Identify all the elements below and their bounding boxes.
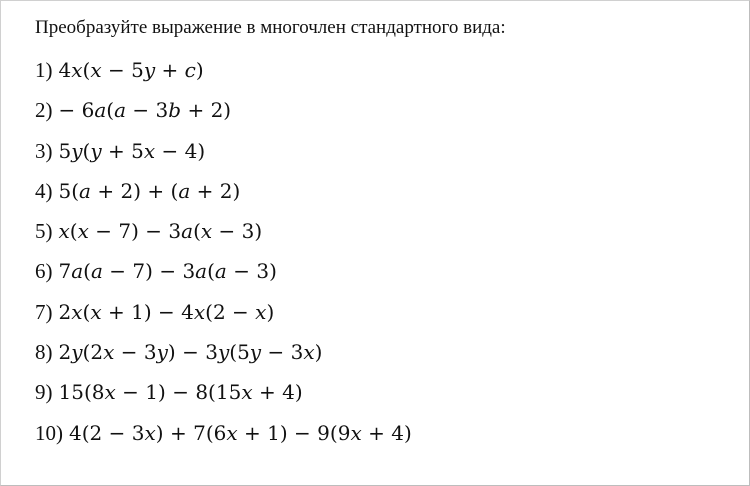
exercise-item bbox=[35, 295, 412, 335]
exercise-list bbox=[35, 53, 412, 456]
exercise-number: 8) bbox=[35, 340, 53, 365]
task-title: Преобразуйте выражение в многочлен стандартного вида: bbox=[35, 17, 506, 38]
exercise-expression: x(x − 7) − 3a(x − 3) bbox=[58, 219, 263, 244]
exercise-number: 4) bbox=[35, 178, 53, 203]
exercise-expression: 15(8x − 1) − 8(15x + 4) bbox=[58, 380, 303, 405]
exercise-item bbox=[35, 335, 412, 375]
exercise-number: 1) bbox=[35, 58, 53, 82]
exercise-number: 9) bbox=[35, 380, 53, 405]
exercise-number: 3) bbox=[35, 138, 53, 163]
exercise-expression: 5(a + 2) + (a + 2) bbox=[58, 178, 241, 203]
exercise-item bbox=[35, 214, 412, 254]
exercise-item bbox=[35, 174, 412, 214]
exercise-item bbox=[35, 416, 412, 456]
exercise-expression: 5y(y + 5x − 4) bbox=[58, 138, 206, 163]
exercise-expression: − 6a(a − 3b + 2) bbox=[58, 98, 232, 123]
exercise-number: 2) bbox=[35, 98, 53, 123]
exercise-item bbox=[35, 93, 412, 133]
exercise-number: 7) bbox=[35, 299, 53, 324]
exercise-expression: 2y(2x − 3y) − 3y(5y − 3x) bbox=[58, 340, 323, 365]
exercise-number: 10) bbox=[35, 420, 63, 445]
exercise-item bbox=[35, 254, 412, 294]
exercise-expression: 7a(a − 7) − 3a(a − 3) bbox=[58, 259, 277, 284]
exercise-item bbox=[35, 134, 412, 174]
exercise-number: 5) bbox=[35, 219, 53, 244]
exercise-expression: 2x(x + 1) − 4x(2 − x) bbox=[58, 299, 275, 324]
exercise-expression: 4x(x − 5y + c) bbox=[58, 58, 204, 82]
exercise-number: 6) bbox=[35, 259, 53, 284]
exercise-item bbox=[35, 53, 412, 93]
exercise-expression: 4(2 − 3x) + 7(6x + 1) − 9(9x + 4) bbox=[69, 420, 412, 445]
exercise-item bbox=[35, 375, 412, 415]
